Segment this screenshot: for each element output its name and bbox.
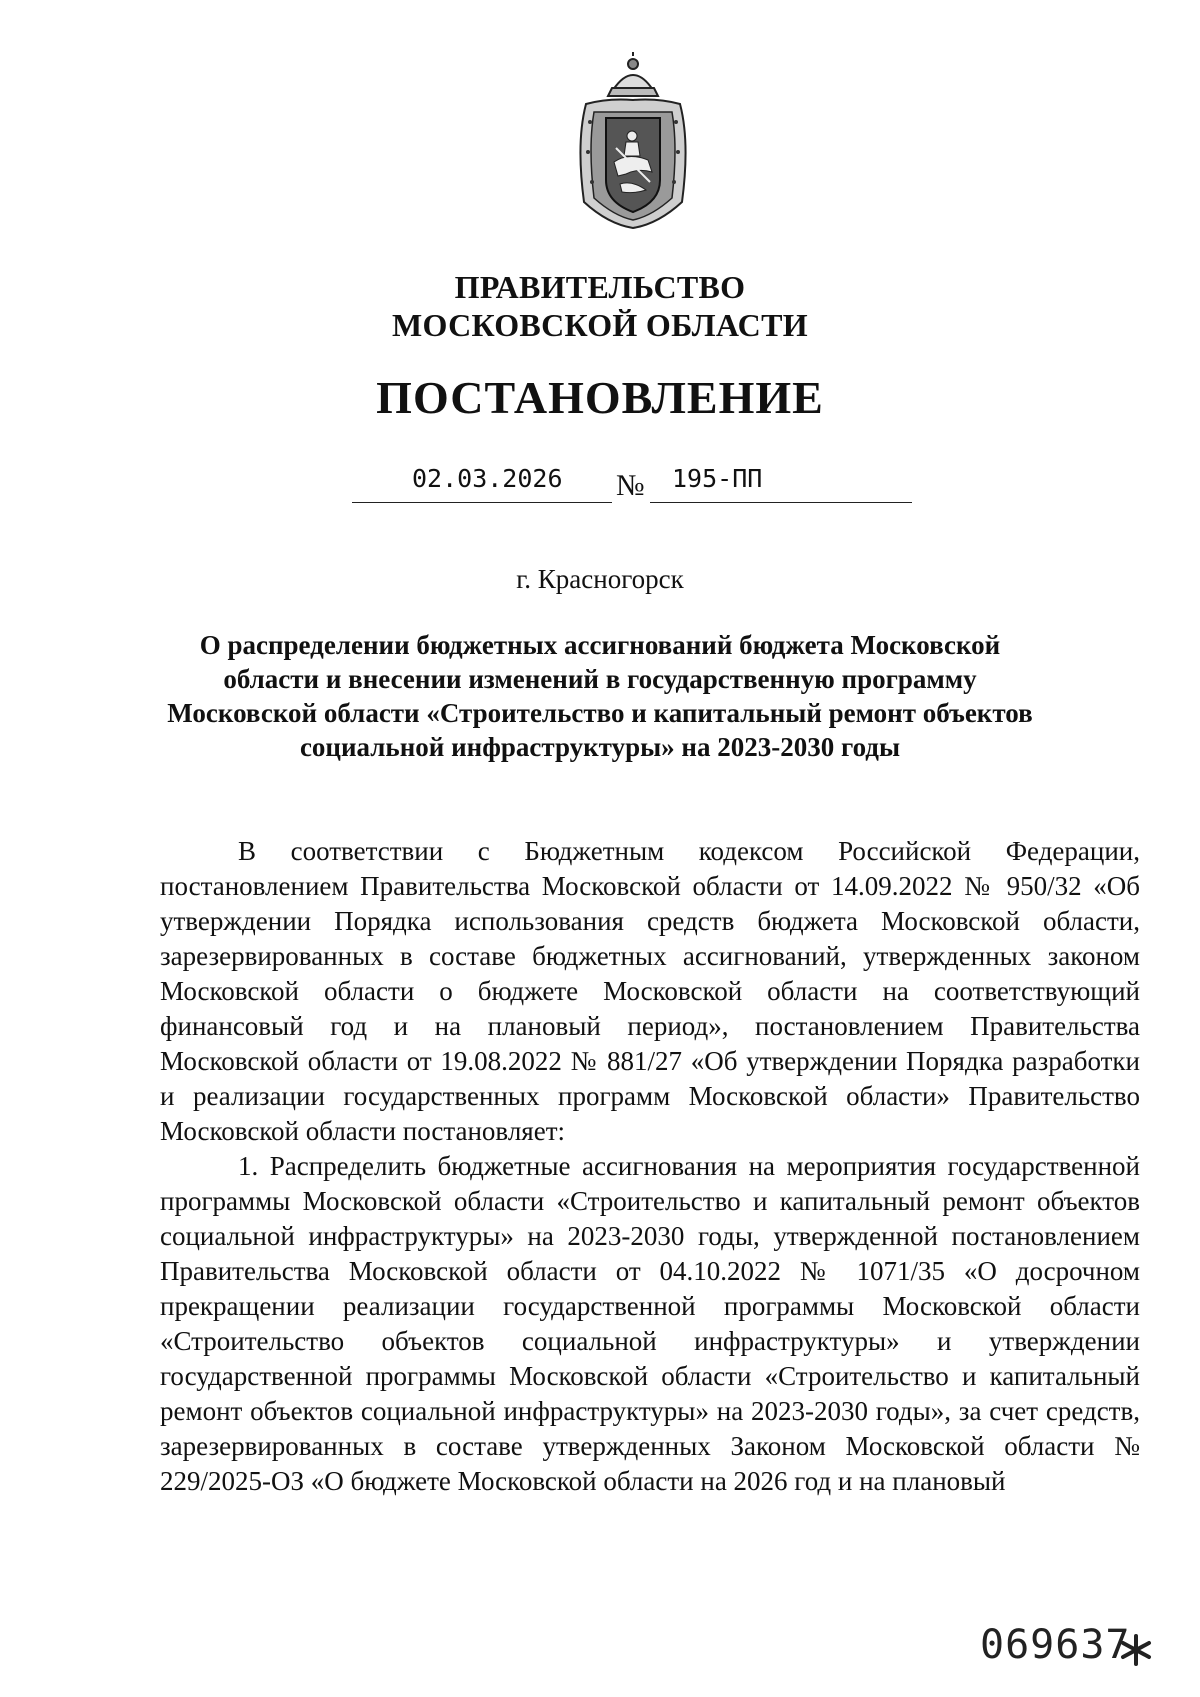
organization-name-line2: МОСКОВСКОЙ ОБЛАСТИ [392, 307, 808, 343]
organization-name-line1: ПРАВИТЕЛЬСТВО [454, 269, 746, 305]
document-number: 195-ПП [672, 464, 763, 493]
date-field [352, 462, 612, 503]
body-paragraph-preamble: В соответствии с Бюджетным кодексом Российской Федерации, постановлением Правительства Московской области от 14.09.2022 № 950/32 «Об утверждении Порядка использования средств бюджета Московской области, зарезервированных в составе бюджетных ассигнований, утвержденных законом Московской области о бюджете Московской области на соответствующий финансовый год и на плановый период», постановлением Правительства Московской области от 19.08.2022 № 881/27 «Об утверждении Порядка разработки и реализации государственных программ Московской области» Правительство Московской области постановляет: [160, 836, 1140, 1146]
document-title: О распределении бюджетных ассигнований бюджета Московской области и внесении изменений в государственную программу Московской области «Строительство и капитальный ремонт объектов социальной инфраструктуры» на 2023-2030 годы [167, 630, 1033, 762]
body-paragraph-item-1: 1. Распределить бюджетные ассигнования на мероприятия государственной программы Московской области «Строительство и капитальный ремонт объектов социальной инфраструктуры» на 2023-2030 годы, утвержденной постановлением Правительства Московской области от 04.10.2022 № 1071/35 «О досрочном прекращении реализации государственной программы Московской области «Строительство объектов социальной инфраструктуры» и утверждении государственной программы Московской области «Строительство и капитальный ремонт объектов социальной инфраструктуры» на 2023-2030 годы», за счет средств, зарезервированных в составе утвержденных Законом Московской области № 229/2025-ОЗ «О бюджете Московской области на 2026 год и на плановый [160, 1151, 1140, 1496]
number-field [650, 462, 912, 503]
moscow-oblast-coat-of-arms-icon [568, 52, 698, 232]
serial-number: 069637 [980, 1622, 1131, 1668]
city-name: г. Красногорск [516, 564, 684, 594]
document-date: 02.03.2026 [412, 464, 563, 493]
asterisk-icon [1118, 1632, 1154, 1668]
number-sign: № [616, 469, 645, 502]
document-type-heading: ПОСТАНОВЛЕНИЕ [376, 372, 824, 423]
document-body [160, 834, 1140, 1499]
